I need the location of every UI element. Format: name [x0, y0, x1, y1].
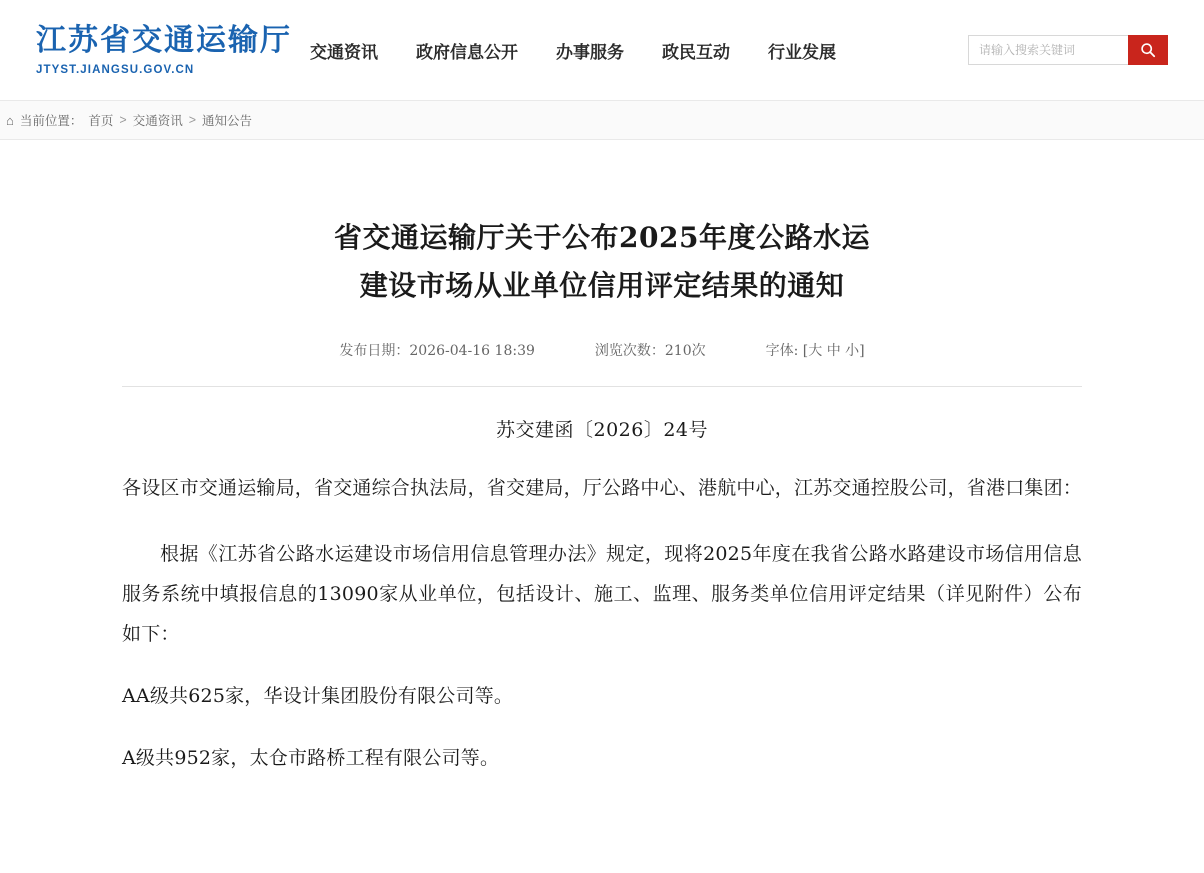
page-title-line1: 省交通运输厅关于公布2025年度公路水运: [334, 221, 870, 254]
nav-item-news[interactable]: 交通资讯: [310, 42, 378, 62]
page-title-line2: 建设市场从业单位信用评定结果的通知: [359, 269, 845, 303]
breadcrumb-item-news[interactable]: 交通资讯: [132, 114, 183, 128]
home-icon[interactable]: ⌂: [6, 112, 14, 128]
breadcrumb-separator-2: >: [188, 113, 197, 127]
publish-date: [339, 340, 535, 360]
site-header: [0, 0, 1204, 100]
nav-item-interaction[interactable]: 政民互动: [662, 42, 730, 62]
breadcrumb-label: 当前位置：: [19, 114, 83, 128]
search-box: [968, 35, 1168, 65]
meta-divider: [122, 386, 1082, 387]
site-logo-title: 江苏省交通运输厅: [36, 22, 292, 58]
view-count: [595, 340, 706, 360]
main-navigation: [300, 38, 968, 63]
article-paragraph-a-grade: A级共952家，太仓市路桥工程有限公司等。: [122, 747, 500, 770]
nav-item-gov-info[interactable]: 政府信息公开: [416, 42, 518, 62]
site-logo-domain: JTYST.JIANGSU.GOV.CN: [36, 64, 195, 77]
view-count-label: 浏览次数：: [594, 343, 665, 360]
publish-date-label: 发布日期：: [339, 343, 410, 360]
font-size-label: 字体:: [765, 343, 799, 360]
view-count-value: 210次: [664, 343, 706, 360]
font-size-control: [766, 340, 865, 360]
breadcrumb-item-home[interactable]: 首页: [88, 114, 114, 128]
site-logo[interactable]: [0, 24, 300, 77]
article-meta: [122, 340, 1082, 360]
nav-item-industry[interactable]: 行业发展: [768, 42, 836, 62]
article-paragraph-basis: 根据《江苏省公路水运建设市场信用信息管理办法》规定，现将2025年度在我省公路水路建设市场信用信息服务系统中填报信息的13090家从业单位，包括设计、施工、监理、服务类单位信用评定结果（详见附件）公布如下：: [122, 543, 1082, 646]
search-button[interactable]: [1128, 35, 1168, 65]
page-title: [122, 214, 1082, 310]
nav-item-services[interactable]: 办事服务: [556, 42, 624, 62]
document-number: 苏交建函〔2026〕24号: [495, 419, 709, 442]
article-paragraph-recipients: 各设区市交通运输局，省交通综合执法局，省交建局，厅公路中心、港航中心，江苏交通控股公司，省港口集团：: [122, 477, 1083, 500]
font-size-options[interactable]: [大 中 小]: [802, 343, 865, 360]
breadcrumb-separator-1: >: [119, 113, 127, 127]
search-input[interactable]: [968, 35, 1128, 65]
breadcrumb: [0, 100, 1204, 140]
search-icon: [1140, 42, 1156, 58]
breadcrumb-item-notice[interactable]: 通知公告: [202, 114, 253, 128]
article-paragraph-aa-grade: AA级共625家，华设计集团股份有限公司等。: [122, 685, 514, 708]
publish-date-value: 2026-04-16 18:39: [409, 343, 535, 360]
article: [122, 140, 1082, 778]
